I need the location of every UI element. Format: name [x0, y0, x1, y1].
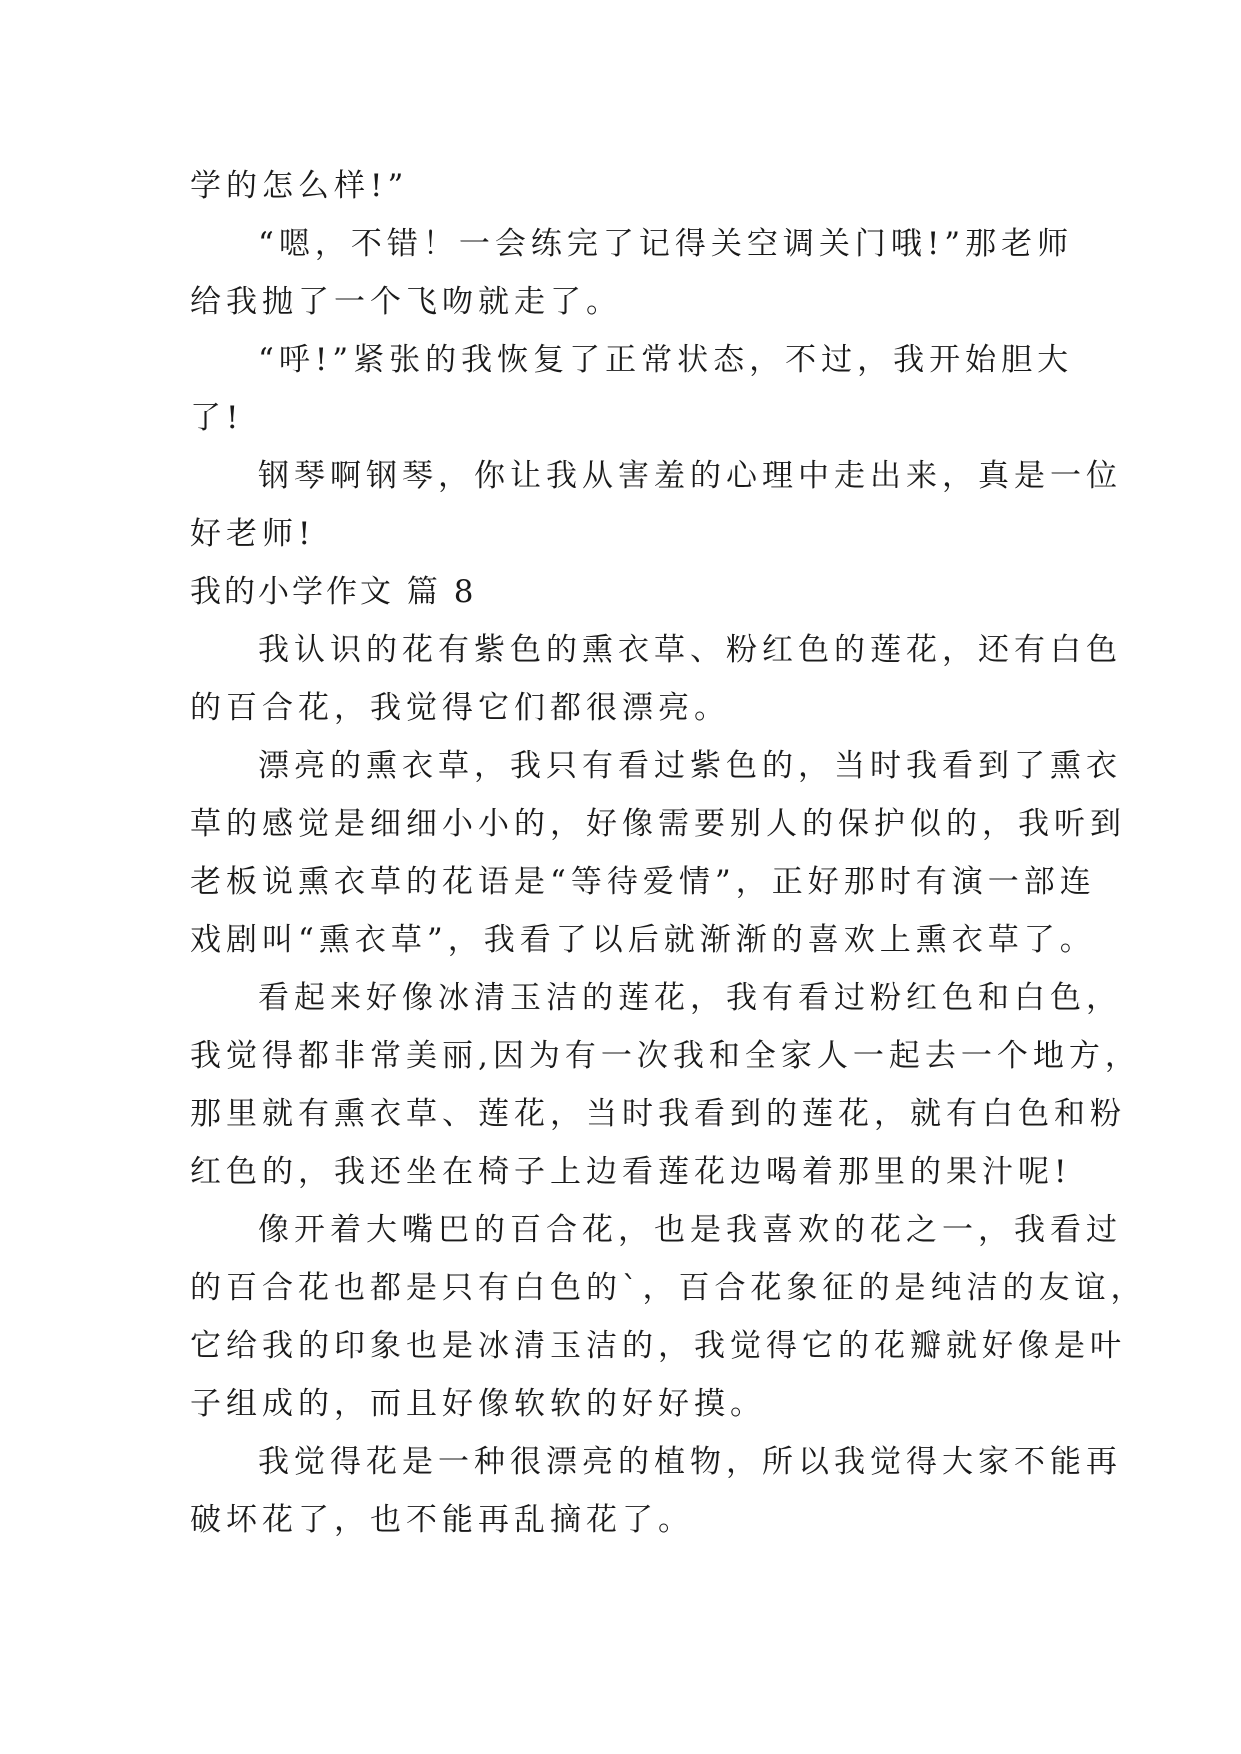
- text-line: 草的感觉是细细小小的，好像需要别人的保护似的，我听到: [190, 806, 1126, 842]
- text-line: 学的怎么样!”: [190, 168, 409, 204]
- text-line: 看起来好像冰清玉洁的莲花，我有看过粉红色和白色，: [258, 980, 1122, 1016]
- text-line: 给我抛了一个飞吻就走了。: [190, 284, 622, 320]
- text-line: “嗯，不错！一会练完了记得关空调关门哦!”那老师: [258, 226, 1074, 262]
- text-line: 钢琴啊钢琴，你让我从害羞的心理中走出来，真是一位: [258, 458, 1122, 494]
- text-line: 像开着大嘴巴的百合花，也是我喜欢的花之一，我看过: [258, 1212, 1122, 1248]
- text-line: 它给我的印象也是冰清玉洁的，我觉得它的花瓣就好像是叶: [190, 1328, 1126, 1364]
- text-line: 那里就有熏衣草、莲花，当时我看到的莲花，就有白色和粉: [190, 1096, 1126, 1132]
- text-line: 我觉得花是一种很漂亮的植物，所以我觉得大家不能再: [258, 1444, 1122, 1480]
- section-heading: 我的小学作文 篇 8: [190, 574, 477, 610]
- text-line: 好老师!: [190, 516, 316, 552]
- text-line: 我认识的花有紫色的熏衣草、粉红色的莲花，还有白色: [258, 632, 1122, 668]
- text-line: 破坏花了，也不能再乱摘花了。: [190, 1502, 694, 1538]
- text-line: 的百合花也都是只有白色的`，百合花象征的是纯洁的友谊，: [190, 1270, 1147, 1306]
- text-line: “呼!”紧张的我恢复了正常状态，不过，我开始胆大: [258, 342, 1074, 378]
- text-line: 老板说熏衣草的花语是“等待爱情”，正好那时有演一部连: [190, 864, 1096, 900]
- document-body: [190, 157, 1147, 1549]
- text-line: 漂亮的熏衣草，我只有看过紫色的，当时我看到了熏衣: [258, 748, 1122, 784]
- text-line: 子组成的，而且好像软软的好好摸。: [190, 1386, 766, 1422]
- text-line: 戏剧叫“熏衣草”，我看了以后就渐渐的喜欢上熏衣草了。: [190, 922, 1096, 958]
- text-line: 我觉得都非常美丽,因为有一次我和全家人一起去一个地方，: [190, 1038, 1141, 1074]
- text-line: 了!: [190, 400, 244, 436]
- text-line: 的百合花，我觉得它们都很漂亮。: [190, 690, 730, 726]
- text-line: 红色的，我还坐在椅子上边看莲花边喝着那里的果汁呢!: [190, 1154, 1072, 1190]
